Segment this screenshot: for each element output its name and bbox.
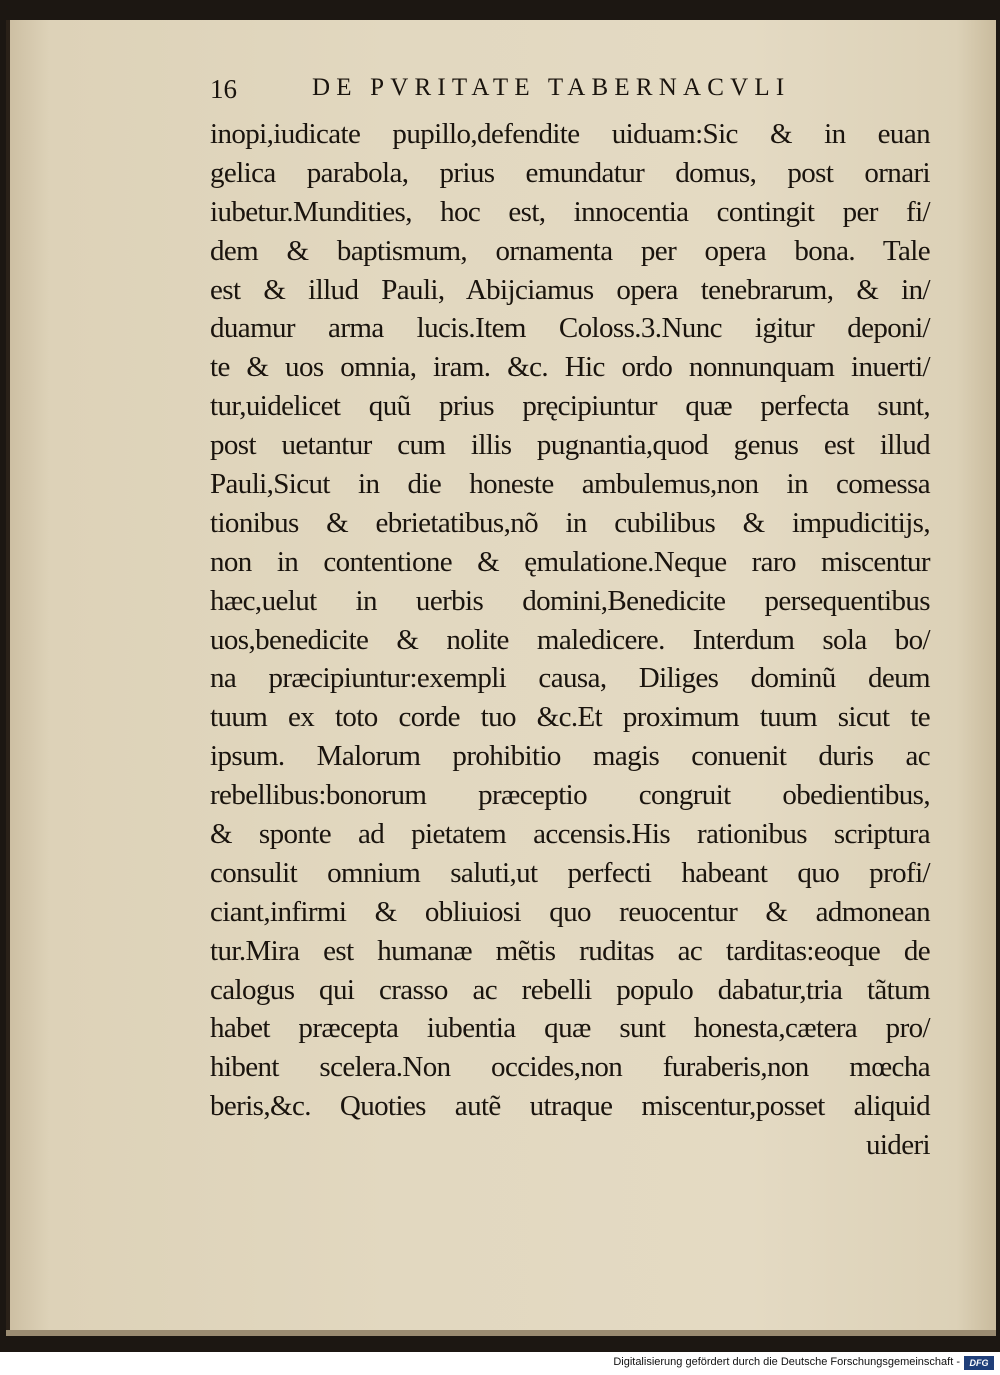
text-line: hibent scelera.Non occides,non furaberis,non mœcha <box>210 1051 930 1084</box>
page-bottom-edge <box>6 1330 996 1336</box>
text-line: na præcipiuntur:exempli causa, Diliges dominũ deum <box>210 662 930 695</box>
digitization-footer <box>0 1352 1000 1375</box>
text-line: ciant,infirmi & obliuiosi quo reuocentur & admonean <box>210 895 930 928</box>
text-line: calogus qui crasso ac rebelli populo dabatur,tria tãtum <box>210 973 930 1006</box>
text-line: rebellibus:bonorum præceptio congruit obedientibus, <box>210 779 930 812</box>
text-line: tionibus & ebrietatibus,nõ in cubilibus & impudicitijs, <box>210 506 930 539</box>
text-line: est & illud Pauli, Abijciamus opera tenebrarum, & in/ <box>210 273 930 306</box>
page-number: 16 <box>210 74 237 104</box>
text-line: beris,&c. Quoties autẽ utraque miscentur,posset aliquid <box>210 1090 930 1123</box>
body-text <box>210 115 930 1165</box>
text-line: tur,uidelicet quũ prius pręcipiuntur quæ perfecta sunt, <box>210 390 930 423</box>
text-line: uos,benedicite & nolite maledicere. Interdum sola bo/ <box>210 623 930 656</box>
text-line: consulit omnium saluti,ut perfecti habeant quo profi/ <box>210 856 930 889</box>
text-line: tuum ex toto corde tuo &c.Et proximum tuum sicut te <box>210 701 930 734</box>
text-line: inopi,iudicate pupillo,defendite uiduam:Sic & in euan <box>210 118 930 150</box>
text-line: post uetantur cum illis pugnantia,quod genus est illud <box>210 429 930 462</box>
dfg-logo-icon: DFG <box>964 1356 994 1370</box>
text-line: non in contentione & ęmulatione.Neque raro miscentur <box>210 545 930 578</box>
text-line: ipsum. Malorum prohibitio magis conuenit duris ac <box>210 740 930 773</box>
text-line: Pauli,Sicut in die honeste ambulemus,non in comessa <box>210 468 930 501</box>
funding-credit: Digitalisierung gefördert durch die Deutsche Forschungsgemeinschaft - <box>613 1356 960 1368</box>
text-line: & sponte ad pietatem accensis.His rationibus scriptura <box>210 818 930 851</box>
text-line: te & uos omnia, iram. &c. Hic ordo nonnunquam inuerti/ <box>210 351 930 384</box>
text-line: habet præcepta iubentia quæ sunt honesta,cætera pro/ <box>210 1012 930 1045</box>
text-line: iubetur.Mundities, hoc est, innocentia contingit per fi/ <box>210 195 930 228</box>
text-line: duamur arma lucis.Item Coloss.3.Nunc igitur deponi/ <box>210 312 930 345</box>
text-line: hæc,uelut in uerbis domini,Benedicite persequentibus <box>210 584 930 617</box>
text-line: dem & baptismum, ornamenta per opera bona. Tale <box>210 234 930 267</box>
running-head-title: DE PVRITATE TABERNACVLI <box>312 74 791 101</box>
catchword: uideri <box>865 1129 930 1162</box>
text-line: tur.Mira est humanæ mẽtis ruditas ac tarditas:eoque de <box>210 934 930 967</box>
text-line: gelica parabola, prius emundatur domus, post ornari <box>210 156 930 189</box>
running-head <box>210 74 850 114</box>
